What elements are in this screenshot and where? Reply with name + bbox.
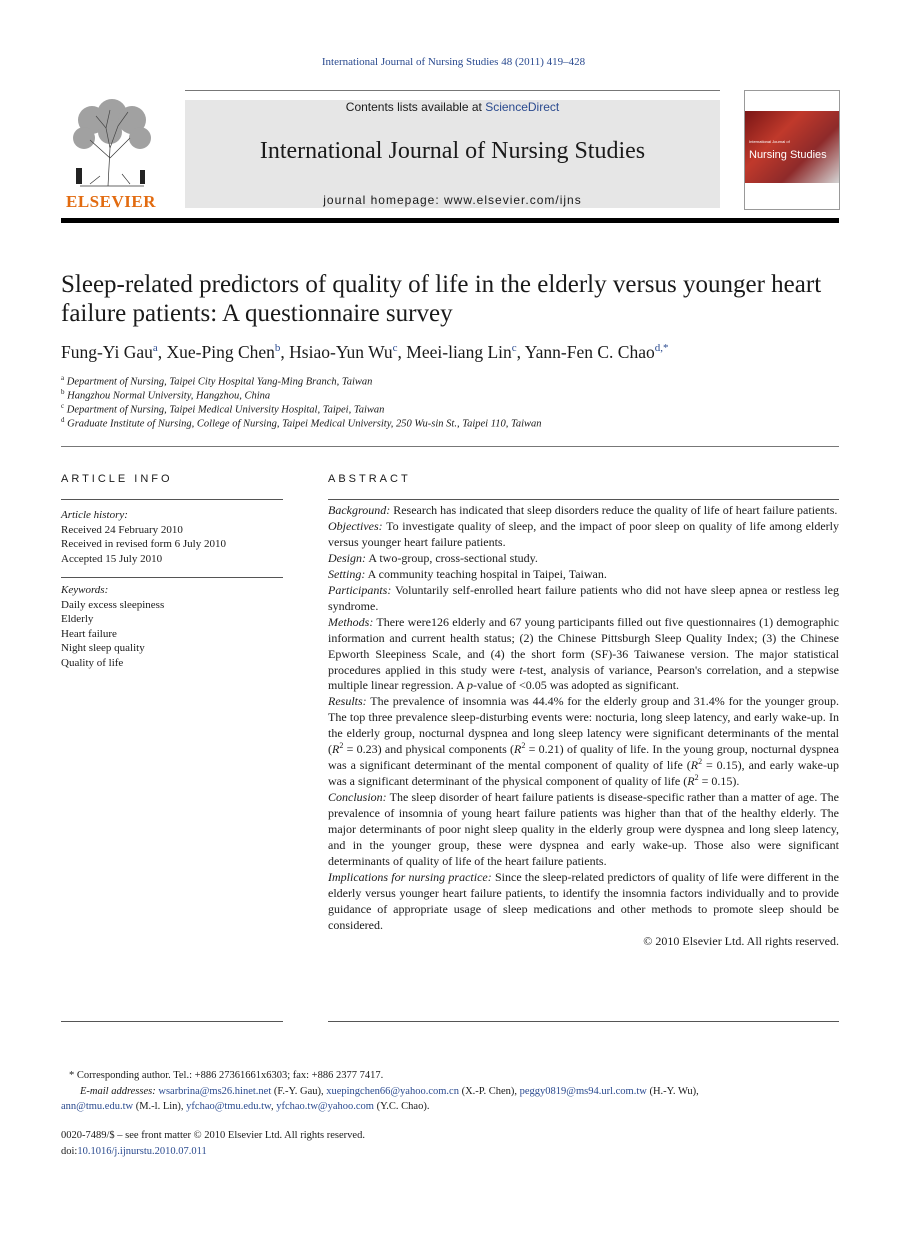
divider — [61, 577, 283, 578]
section-text: A two-group, cross-sectional study. — [368, 550, 538, 565]
divider — [61, 1021, 283, 1022]
abstract-results — [328, 694, 839, 790]
section-label: Conclusion: — [328, 790, 387, 805]
author-name: Hsiao-Yun Wu — [289, 342, 393, 362]
author-affil-marker[interactable]: a — [152, 342, 158, 355]
r-squared-exponent: 2 — [339, 741, 344, 751]
journal-citation[interactable]: International Journal of Nursing Studies 48 (2011) 419–428 — [321, 56, 586, 68]
affiliation-rule — [61, 446, 839, 447]
affiliation-text: Graduate Institute of Nursing, College of Nursing, Taipei Medical University, 250 Wu-sin St., Taipei 110, Taiwan — [67, 418, 542, 430]
publisher-name: ELSEVIER — [66, 192, 156, 211]
email-owner: (Y.C. Chao). — [373, 1101, 430, 1112]
corresponding-author-note: * Corresponding author. Tel.: +886 27361661x6303; fax: +886 2377 7417. — [69, 1070, 384, 1081]
divider — [328, 1021, 839, 1022]
r-squared-symbol: R — [690, 758, 699, 773]
contents-prefix: Contents lists available at — [345, 100, 486, 114]
abstract-participants — [328, 583, 839, 615]
divider — [328, 499, 839, 500]
keyword: Night sleep quality — [61, 642, 145, 654]
email-owner: (H.-Y. Wu), — [646, 1085, 699, 1097]
r-squared-exponent: 2 — [521, 741, 526, 751]
abstract-heading: ABSTRACT — [328, 473, 411, 485]
affiliation-text: Department of Nursing, Taipei City Hospital Yang-Ming Branch, Taiwan — [66, 376, 373, 388]
section-text: -value of <0.05 was adopted as significant. — [472, 678, 680, 693]
section-text: The prevalence of insomnia was 44.4% for the elderly group and 31.4% for the younger group. The top three prevalence sleep-disturbing events were: nocturia, long sleep latency, and early wake-up. In the elderly group, nocturnal dyspnea and long sleep latency were significant determinants of the mental ( — [328, 694, 839, 757]
section-label: Participants: — [328, 582, 392, 597]
journal-cover-image[interactable] — [744, 90, 840, 210]
sciencedirect-link[interactable]: ScienceDirect — [485, 100, 560, 114]
author-affil-marker[interactable]: c — [392, 342, 398, 355]
section-label: Background: — [328, 503, 391, 517]
history-label: Article history: — [61, 509, 128, 521]
section-text: A community teaching hospital in Taipei, Taiwan. — [367, 566, 607, 581]
front-matter — [61, 1128, 839, 1159]
email-link[interactable]: yfchao.tw@yahoo.com — [276, 1101, 374, 1112]
section-text: = 0.21) of quality of life. In the young group, nocturnal dyspnea was a significant determinant of the mental component of quality of life ( — [328, 742, 839, 773]
header-rule — [61, 218, 839, 223]
affiliation-key: b — [61, 388, 65, 396]
email-addresses — [61, 1084, 839, 1100]
affiliation — [61, 402, 841, 416]
doi-label: doi: — [61, 1145, 78, 1157]
cover-small-text: International Journal of — [749, 139, 790, 144]
email-label: E-mail addresses: — [80, 1085, 156, 1097]
email-link[interactable]: yfchao@tmu.edu.tw — [186, 1101, 271, 1112]
affiliation — [61, 374, 841, 388]
section-text: To investigate quality of sleep, and the impact of poor sleep on quality of life among elderly versus younger heart failure patients. — [328, 518, 839, 549]
italic-symbol: t — [519, 662, 523, 677]
section-text: = 0.23) and physical components ( — [343, 742, 515, 757]
affiliation-text: Department of Nursing, Taipei Medical University Hospital, Taipei, Taiwan — [66, 404, 385, 416]
author-affil-marker[interactable]: b — [274, 342, 281, 355]
section-text: = 0.15), and early wake-up was a significant determinant of the physical component of quality of life ( — [328, 758, 840, 789]
affiliation-key: c — [61, 402, 65, 410]
section-text: The sleep disorder of heart failure patients is disease-specific rather than a matter of age. The prevalence of insomnia of young heart failure patients was higher than that of the healthy elderly. The major determinants of poor night sleep quality in the elderly group were dyspnea and long sleep latency, and in the younger group, these were dyspnea and early wake-up. Those also were significant determinants of quality of life of the heart failure patients. — [328, 790, 839, 868]
contents-available-line — [185, 100, 720, 114]
italic-symbol: p — [466, 678, 473, 693]
r-squared-symbol: R — [514, 742, 522, 757]
author-name: Yann-Fen C. Chao — [524, 342, 655, 362]
email-link[interactable]: ann@tmu.edu.tw — [61, 1101, 134, 1112]
cover-title: Nursing Studies — [749, 149, 827, 161]
keywords-label: Keywords: — [61, 584, 109, 596]
abstract-body — [328, 503, 839, 950]
author-list: Fung-Yi Gau$^a$, Xue-Ping Chen$^b$, Hsiao-Yun Wu$^c$, Meei-liang Lin$^c$, Yann-Fen C. Chao$^{d,*}$ — [61, 342, 669, 362]
section-label: Setting: — [328, 566, 366, 581]
history-item: Received 24 February 2010 — [61, 523, 183, 536]
author-affil-marker[interactable]: c — [511, 342, 517, 355]
issn-line: 0020-7489/$ – see front matter © 2010 Elsevier Ltd. All rights reserved. — [61, 1130, 365, 1141]
keyword: Quality of life — [61, 656, 124, 669]
masthead-top-rule — [185, 90, 720, 91]
section-text: Since the sleep-related predictors of quality of life were different in the elderly versus younger heart failure patients, to identify the insomnia factors individually and to provide guidance of appropriate usage of sleep medications and other methods to promote sleep should be considered. — [328, 869, 840, 932]
keyword: Daily excess sleepiness — [61, 598, 165, 611]
r-squared-symbol: R — [687, 774, 695, 789]
r-squared-exponent: 2 — [694, 773, 699, 783]
history-item: Accepted 15 July 2010 — [61, 552, 163, 565]
email-link[interactable]: xuepingchen66@yahoo.com.cn — [326, 1085, 459, 1097]
email-owner: (M.-l. Lin), — [133, 1101, 187, 1112]
affiliation — [61, 388, 841, 402]
email-link[interactable]: wsarbrina@ms26.hinet.net — [158, 1085, 272, 1097]
section-text: There were126 elderly and 67 young participants filled out five questionnaires (1) demographic information and current health status; (2) the Chinese Pittsburgh Sleep Quality Index; (3) the Chinese Epworth Sleepiness Scale, and (4) the short form (SF)-36 Taiwanese version. The major statistical procedures applied in this study were — [328, 614, 839, 677]
section-label: Implications for nursing practice: — [328, 869, 492, 884]
abstract-methods — [328, 615, 839, 695]
section-text: = 0.15). — [698, 774, 740, 789]
journal-homepage[interactable]: journal homepage: www.elsevier.com/ijns — [323, 193, 582, 207]
email-owner: (F.-Y. Gau), — [271, 1085, 327, 1097]
article-history — [61, 508, 283, 566]
author-name: Meei-liang Lin — [406, 342, 512, 362]
article-info-heading: ARTICLE INFO — [61, 473, 173, 485]
doi-line — [61, 1144, 839, 1160]
abstract-conclusion — [328, 790, 839, 870]
journal-title: International Journal of Nursing Studies — [259, 138, 646, 164]
abstract-design — [328, 551, 839, 567]
copyright-notice: © 2010 Elsevier Ltd. All rights reserved. — [643, 933, 839, 948]
divider — [61, 499, 283, 500]
author-affil-marker[interactable]: d,* — [654, 342, 669, 355]
section-text: Research has indicated that sleep disorders reduce the quality of life of heart failure patients. — [393, 503, 838, 517]
footnotes — [61, 1068, 839, 1115]
email-owner: (X.-P. Chen), — [458, 1085, 520, 1097]
keyword: Heart failure — [61, 627, 117, 640]
keyword: Elderly — [61, 613, 94, 625]
doi-link[interactable]: 10.1016/j.ijnurstu.2010.07.011 — [77, 1145, 207, 1157]
abstract-implications — [328, 870, 839, 934]
email-link[interactable]: peggy0819@ms94.url.com.tw — [519, 1085, 647, 1097]
abstract-setting — [328, 567, 839, 583]
cover-artwork — [745, 111, 839, 183]
article-title: Sleep-related predictors of quality of life in the elderly versus younger heart failure patients: A questionnaire survey — [61, 271, 822, 327]
author-name: Xue-Ping Chen — [166, 342, 275, 362]
keywords — [61, 583, 283, 670]
abstract-objectives — [328, 519, 839, 551]
r-squared-symbol: R — [332, 742, 340, 757]
r-squared-exponent: 2 — [698, 757, 703, 767]
section-label: Results: — [328, 694, 367, 709]
section-text: Voluntarily self-enrolled heart failure patients who did not have sleep apnea or restless leg syndrome. — [328, 582, 839, 613]
section-label: Objectives: — [328, 518, 383, 533]
affiliation — [61, 416, 841, 430]
affiliation-key: d — [61, 416, 65, 424]
affiliation-text: Hangzhou Normal University, Hangzhou, China — [67, 390, 271, 402]
email-owner: , — [270, 1101, 277, 1112]
author-name: Fung-Yi Gau — [61, 342, 153, 362]
section-text: -test, analysis of variance, Pearson's correlation, and a stepwise multiple linear regression. A — [328, 662, 839, 693]
abstract-background — [328, 503, 839, 519]
affiliation-key: a — [61, 374, 65, 382]
email-addresses-cont — [61, 1099, 839, 1115]
history-item: Received in revised form 6 July 2010 — [61, 538, 226, 550]
section-label: Methods: — [328, 614, 374, 629]
section-label: Design: — [328, 550, 366, 565]
